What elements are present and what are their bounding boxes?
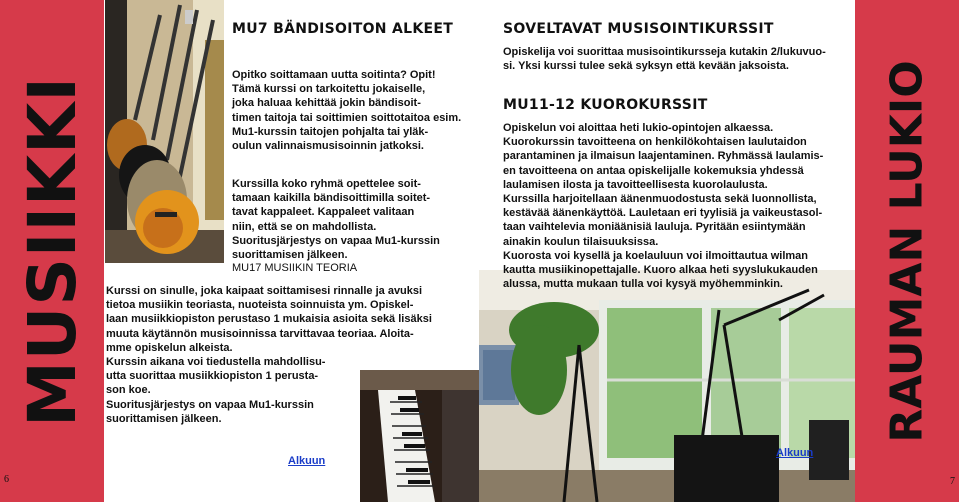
left-side-title: MUSIIKKI: [13, 75, 91, 427]
mu7-paragraph-1: Opitko soittamaan uutta soitinta? Opit! Tämä kurssi on tarkoitettu jokaiselle, joka haluaa kehittää jokin bändisoit- timen taitoja tai soittimien soittotaitoa esim. Mu1-kurssin taitojen pohjalta tai yläk- oulun valinnaismusisoinnin jatkoksi.: [232, 69, 462, 153]
guitars-photo: [105, 0, 224, 263]
piano-keyboard-photo: [360, 370, 479, 502]
heading-mu7: MU7 BÄNDISOITON ALKEET: [232, 21, 454, 37]
mu17-paragraph-1: Kurssi on sinulle, joka kaipaat soittamisesi rinnalle ja avuksi tietoa musiikin teoriasta, nuoteista soinnuista ym. Opiskel- laan musiikkiopiston perustaso 1 mukaisia asioita sekä lisäksi muuta käytännön musisoinnissa tarvittavaa teoriaa. Aloita- mme opiskelun alkeista.: [106, 285, 432, 354]
back-to-top-link-left[interactable]: Alkuun: [288, 455, 326, 467]
back-to-top-link-right[interactable]: Alkuun: [776, 447, 814, 459]
heading-soveltavat: SOVELTAVAT MUSISOINTIKURSSIT: [503, 21, 774, 37]
page-number-right: 7: [950, 476, 955, 487]
page-number-left: 6: [4, 474, 9, 485]
mu11-12-paragraph: Opiskelun voi aloittaa heti lukio-opintojen alkaessa. Kuorokurssin tavoitteena on henkilökohtaisen laulutaidon parantaminen ja ilmaisun laajentaminen. Ryhmässä laulamis- en tavoitteena on antaa opiskelijalle kokemuksia yhdessä laulamisen ilosta ja tavoitteellisesta kuorolaulusta. Kurssilla harjoitellaan äänenmuodostusta sekä luonnollista, kestävää äänenkäyttöä. Lauletaan eri tyylisiä ja vaikeustasol- taan vaihtelevia moniäänisiä lauluja. Pyritään esiintymään ainakin koulun tilaisuuksissa. Kuorosta voi kysellä ja koelauluun voi ilmoittautua wilman kautta musiikinopettajalle. Kuoro alkaa heti syyslukukauden alussa, mutta mukaan tulla voi kysyä myöhemminkin.: [503, 122, 824, 291]
heading-mu17: MU17 MUSIIKIN TEORIA: [232, 262, 358, 274]
choir-room-photo: [479, 270, 855, 502]
right-side-title: RAUMAN LUKIO: [881, 59, 933, 443]
mu7-paragraph-2: Kurssilla koko ryhmä opettelee soit- tamaan kaikilla bändisoittimilla soitet- tavat kappaleet. Kappaleet valitaan niin, että se on mahdollista. Suoritusjärjestys on vapaa Mu1-kurssin suorittamisen jälkeen.: [232, 178, 440, 262]
soveltavat-paragraph: Opiskelija voi suorittaa musisointikursseja kutakin 2/lukuvuo- si. Yksi kurssi tulee sekä syksyn että kevään jaksoista.: [503, 46, 826, 73]
heading-mu11-12: MU11-12 KUOROKURSSIT: [503, 97, 708, 113]
mu17-paragraph-2: Kurssin aikana voi tiedustella mahdollisu- utta suorittaa musiikkiopiston 1 perusta- son koe. Suoritusjärjestys on vapaa Mu1-kurssin suorittamisen jälkeen.: [106, 356, 326, 425]
